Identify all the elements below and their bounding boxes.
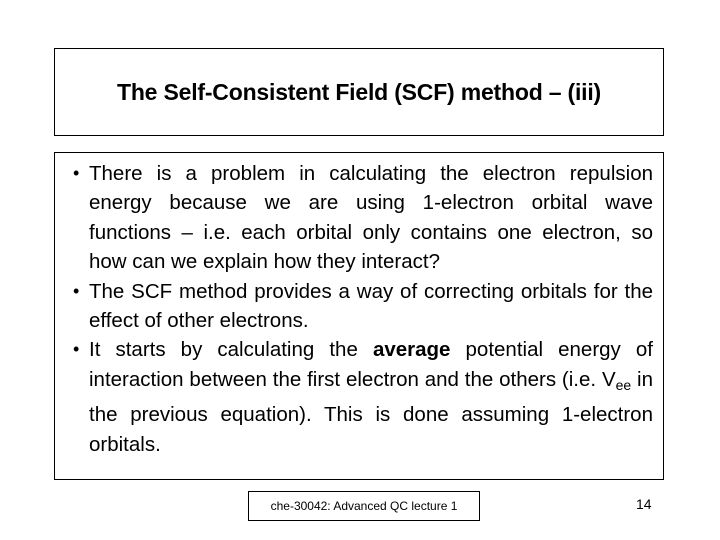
content-box: [54, 152, 664, 480]
bullet-icon: •: [73, 163, 80, 183]
bullet-text-3-part2: potential energy of interaction between the first electron and the others (i.e. V: [89, 338, 653, 391]
bullet-icon: •: [73, 339, 80, 360]
bullet-item-3: [73, 335, 653, 459]
bullet-item-1: [73, 159, 653, 277]
bullet-text-2: The SCF method provides a way of correcting orbitals for the effect of other electrons.: [89, 279, 653, 333]
bullet-text-1: There is a problem in calculating the electron repulsion energy because we are using 1-electron orbital wave functions – i.e. each orbital only contains one electron, so how can we explain how they interact?: [89, 162, 653, 274]
subscript-ee: ee: [615, 376, 632, 393]
bullet-list: [73, 159, 653, 459]
bullet-text-3-part1: It starts by calculating the: [89, 338, 373, 362]
footer-text: che-30042: Advanced QC lecture 1: [270, 499, 458, 513]
page-number: 14: [636, 496, 652, 512]
bullet-icon: •: [73, 280, 80, 301]
emphasis-average: average: [372, 338, 451, 362]
bullet-text-3-part3: in the previous equation). This is done assuming 1-electron orbitals.: [89, 367, 653, 456]
bullet-item-2: [73, 277, 653, 336]
title-box: [54, 48, 664, 136]
footer-course-label: [248, 491, 480, 521]
slide-title: The Self-Consistent Field (SCF) method – (iii): [116, 78, 602, 105]
